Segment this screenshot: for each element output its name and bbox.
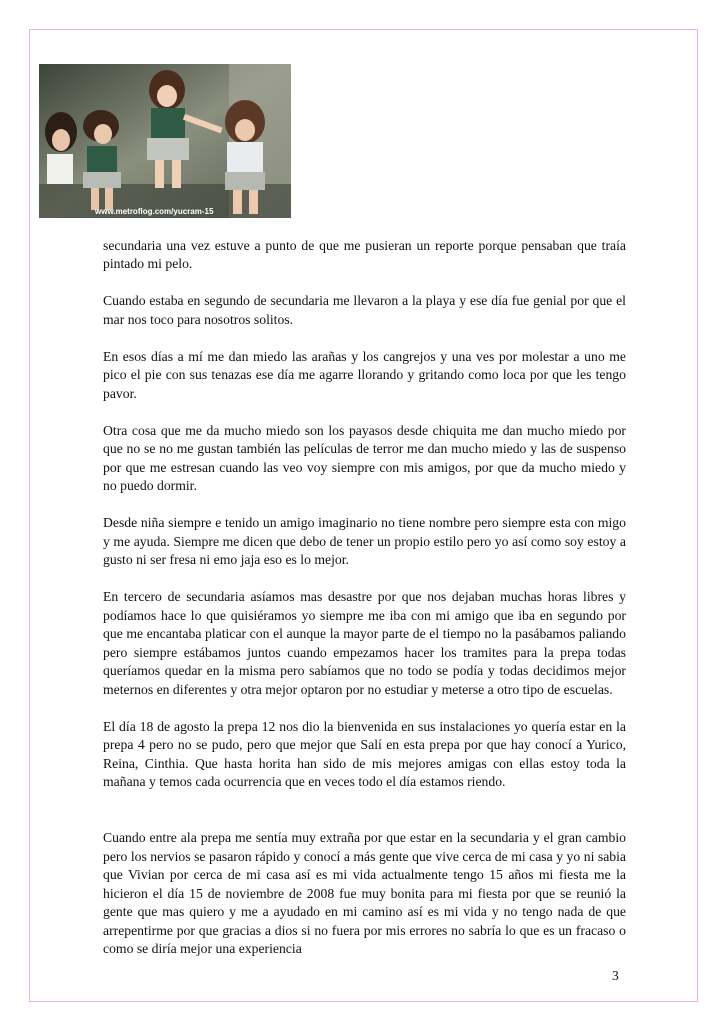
photo-girls-jumping bbox=[39, 64, 291, 218]
photo-watermark: www.metroflog.com/yucram-15 bbox=[95, 207, 214, 216]
paragraph: secundaria una vez estuve a punto de que me pusieran un reporte porque pensaban que traía pintado mi pelo. bbox=[103, 237, 626, 271]
paragraph: Desde niña siempre e tenido un amigo imaginario no tiene nombre pero siempre esta con migo y me ayuda. Siempre me dicen que debo de tener un propio estilo pero yo así como soy estoy a gusto ni ser fresa ni emo jaja eso es lo mejor. bbox=[103, 515, 626, 567]
paragraph: Cuando estaba en segundo de secundaria me llevaron a la playa y ese día fue genial por que el mar nos toco para nosotros solitos. bbox=[103, 293, 626, 327]
paragraph: Otra cosa que me da mucho miedo son los payasos desde chiquita me dan mucho miedo por que no se no me gustan también las películas de terror me dan mucho miedo y las de suspenso por que me estresan cuando las veo voy siempre con mis amigos, por que da mucho miedo y no puedo dormir. bbox=[103, 422, 626, 493]
body-text bbox=[103, 218, 626, 977]
paragraph: En esos días a mí me dan miedo las arañas y los cangrejos y una ves por molestar a uno me pico el pie con sus tenazas ese día me agarre llorando y gritando como loca por que les tengo pavor. bbox=[103, 348, 626, 401]
photo-illustration bbox=[39, 64, 291, 218]
paragraph: El día 18 de agosto la prepa 12 nos dio la bienvenida en sus instalaciones yo quería estar en la prepa 4 pero no se pudo, pero que mejor que Salí en esta prepa por que hay conocí a Yurico, Reina, Cinthia. Que hasta horita han sido de mis mejores amigas con ellas estoy toda la mañana y temos cada ocurrencia que en veces todo el día estamos riendo. bbox=[103, 718, 626, 789]
paragraph: En tercero de secundaria asíamos mas desastre por que nos dejaban muchas horas libres y podíamos hace lo que quisiéramos yo siempre me iba con mi amigo que iba en segundo por que me encantaba platicar con el aunque la mayor parte de el tiempo no la pasábamos paliando pero siempre estábamos juntos cuando empezamos hacer los tramites para la prepa todas queríamos quedar en la misma pero sabíamos que no todo se podía y todas decidimos mejor meternos en diferentes y otra mejor optaron por no estudiar y meterse a otro tipo de escuelas. bbox=[103, 589, 626, 697]
paragraph: Cuando entre ala prepa me sentía muy extraña por que estar en la secundaria y el gran cambio pero los nervios se pasaron rápido y conocí a más gente que vive cerca de mi casa y yo ni sabia que Vivian por cerca de mi casa así es mi vida actualmente tengo 15 años mi fiesta me la hicieron el día 15 de noviembre de 2008 fue muy bonita para mi fiesta por que se reunió la gente que mas quiero y me a ayudado en mi camino así es mi vida y no tengo nada de que arrepentirme por que gracias a dios si no fuera por mis errores no sabría lo que es un fracaso o como se diría mejor una experiencia bbox=[103, 830, 626, 956]
page-number: 3 bbox=[612, 968, 619, 983]
